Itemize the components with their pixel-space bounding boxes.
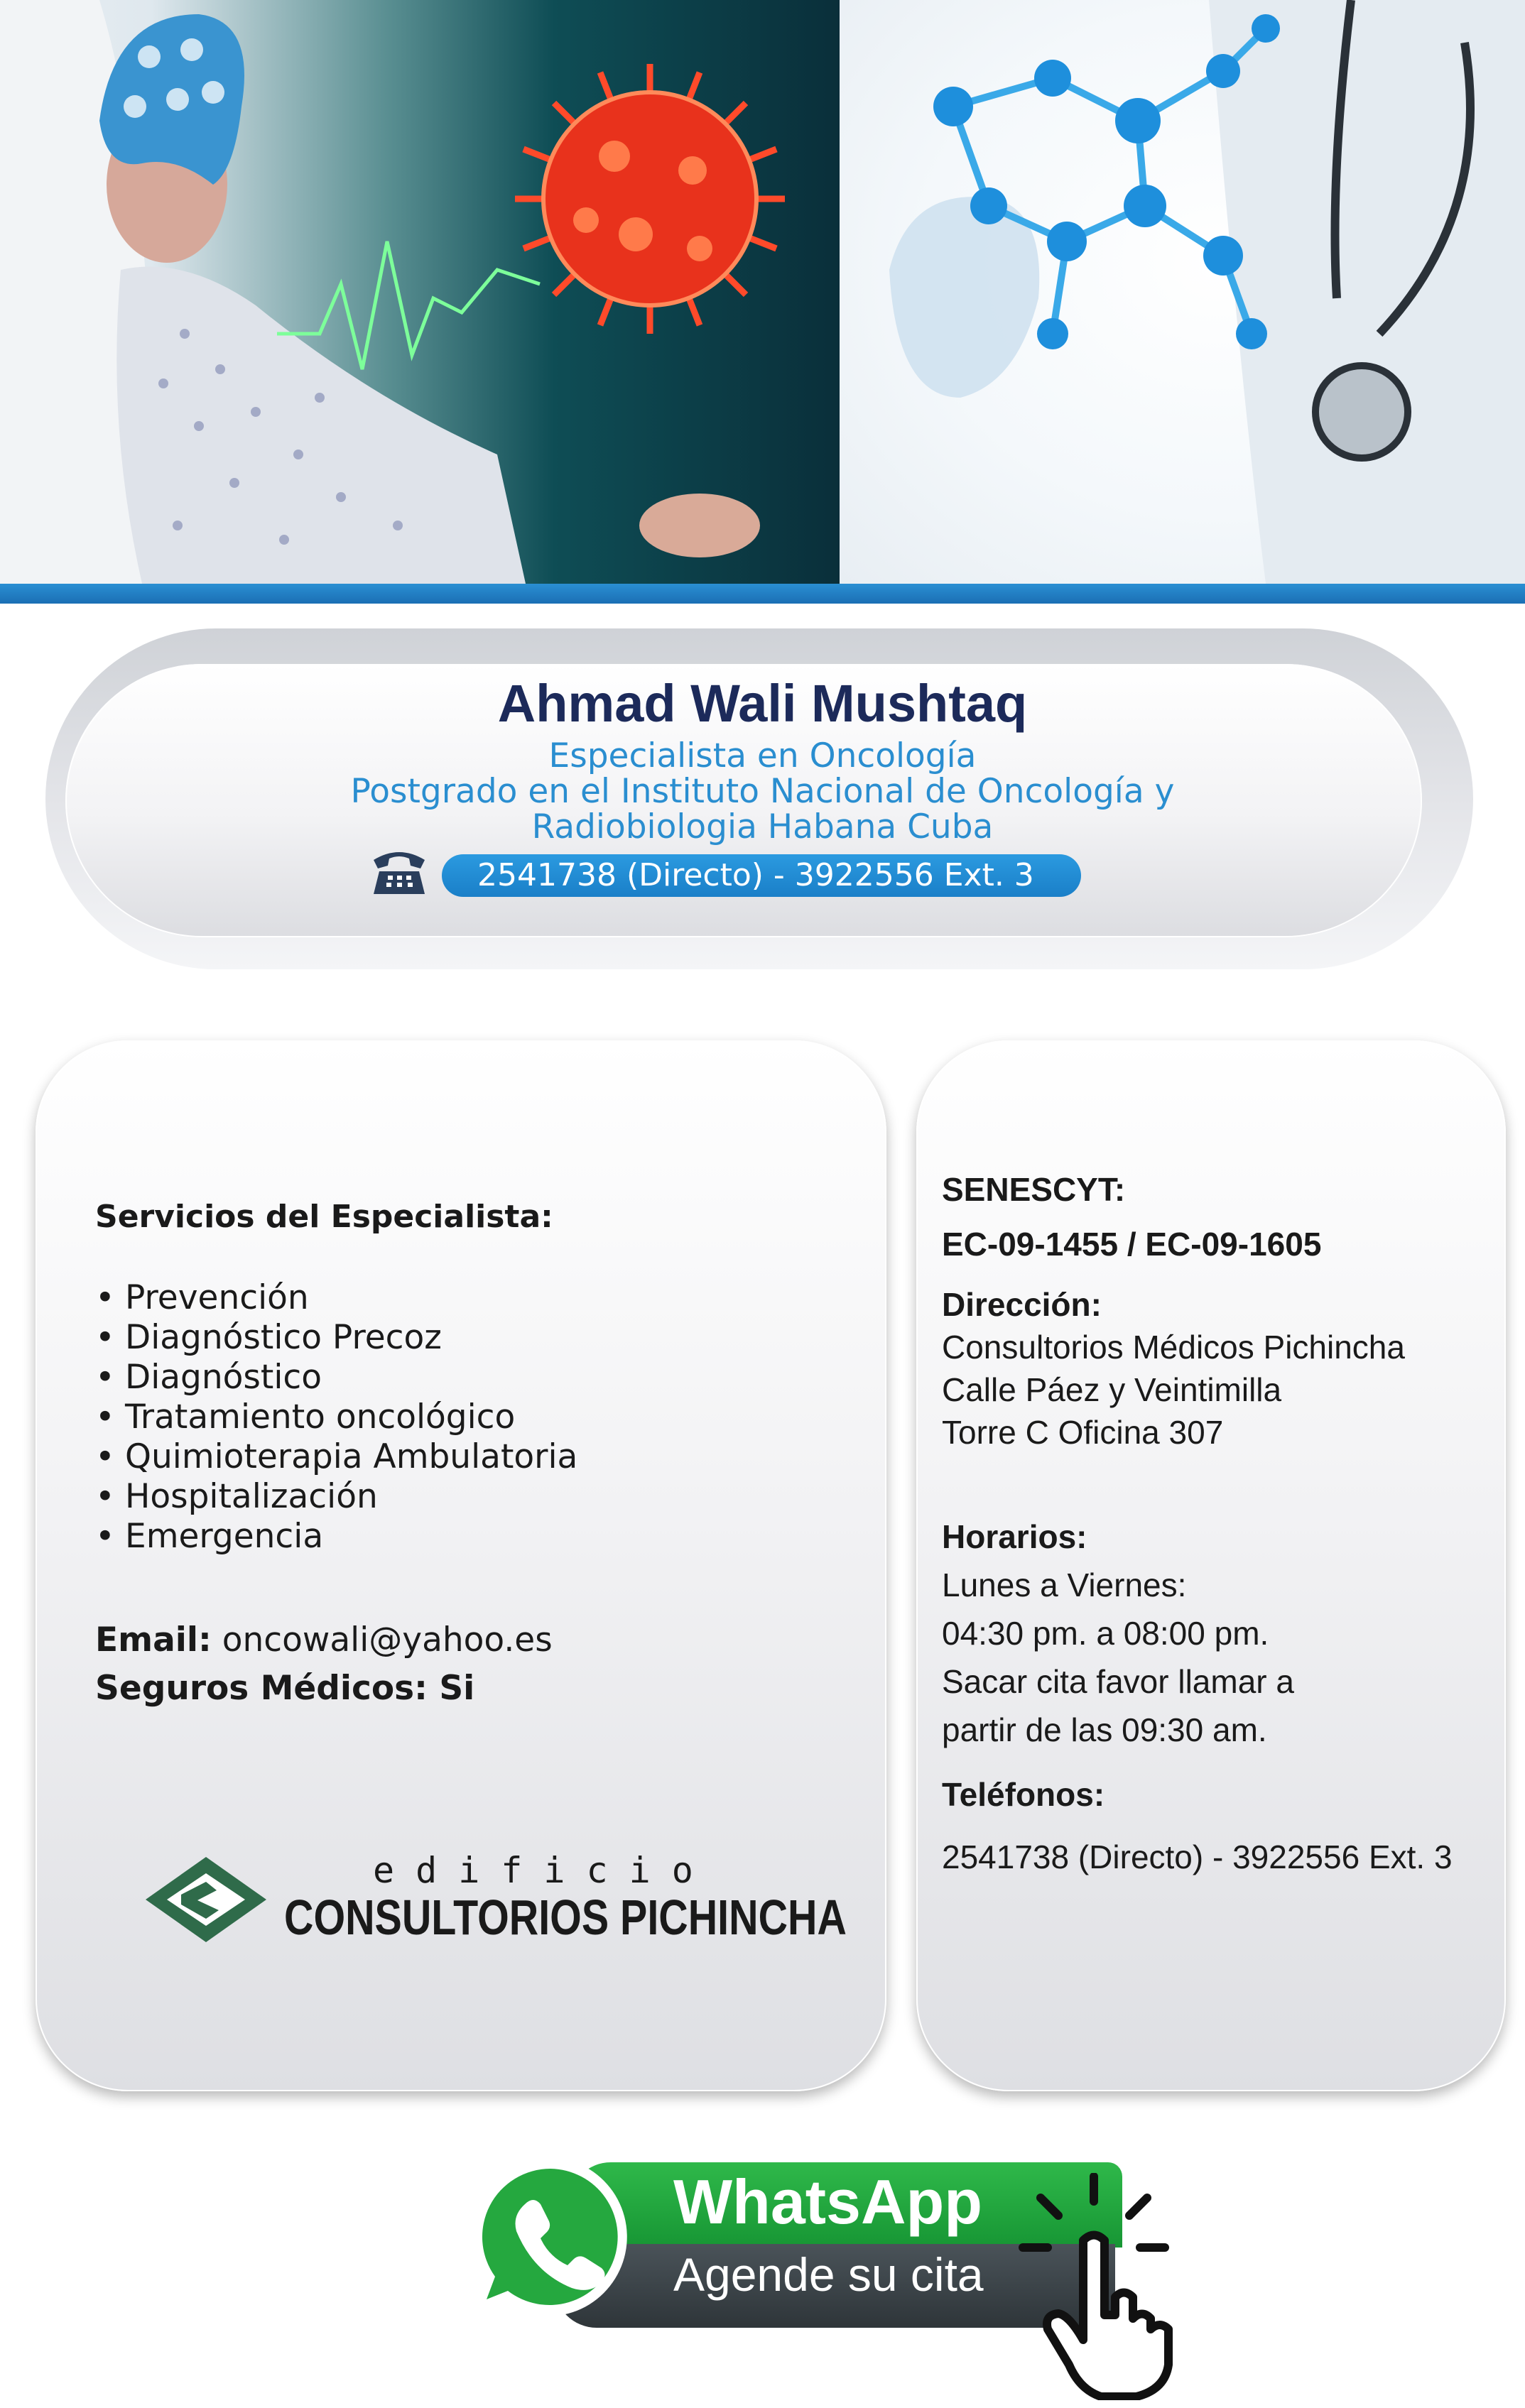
senescyt-value: EC-09-1455 / EC-09-1605 <box>942 1226 1322 1263</box>
list-item: • Quimioterapia Ambulatoria <box>95 1437 578 1476</box>
direccion-line: Calle Páez y Veintimilla <box>942 1371 1282 1408</box>
horarios-line: 04:30 pm. a 08:00 pm. <box>942 1615 1269 1652</box>
bullet: • <box>95 1358 115 1397</box>
bullet: • <box>95 1318 115 1357</box>
email-line <box>95 1620 553 1660</box>
logo-text-consultorios: CONSULTORIOS PICHINCHA <box>284 1890 847 1945</box>
list-item: • Diagnóstico Precoz <box>95 1318 442 1357</box>
bullet: • <box>95 1517 115 1556</box>
bullet: • <box>95 1437 115 1476</box>
specialty-line: Postgrado en el Instituto Nacional de Oncología y <box>350 772 1175 811</box>
hero-image-patient <box>0 0 840 584</box>
email-link[interactable]: oncowali@yahoo.es <box>222 1620 553 1660</box>
doctor-specialty <box>0 736 1525 846</box>
hero-stripe <box>0 584 1525 604</box>
list-item: • Diagnóstico <box>95 1358 322 1397</box>
list-item: • Prevención <box>95 1278 309 1317</box>
horarios-line: Sacar cita favor llamar a <box>942 1663 1294 1700</box>
whatsapp-subtitle[interactable]: Agende su cita <box>673 2248 984 2301</box>
list-item: • Hospitalización <box>95 1477 378 1516</box>
consultorios-logo-icon <box>142 1853 270 1946</box>
bullet: • <box>95 1477 115 1516</box>
seguros-medicos: Seguros Médicos: Si <box>95 1669 475 1708</box>
horarios-line: Lunes a Viernes: <box>942 1567 1187 1603</box>
specialty-line: Especialista en Oncología <box>548 736 977 775</box>
pointing-hand-icon <box>1016 2173 1215 2400</box>
whatsapp-icon[interactable] <box>465 2152 636 2322</box>
bullet: • <box>95 1398 115 1437</box>
telefonos-label: Teléfonos: <box>942 1776 1105 1813</box>
services-list <box>95 1278 577 1557</box>
whatsapp-title[interactable]: WhatsApp <box>673 2167 983 2237</box>
email-label: Email: <box>95 1620 212 1660</box>
list-item: • Emergencia <box>95 1517 324 1556</box>
bullet: • <box>95 1278 115 1317</box>
services-title: Servicios del Especialista: <box>95 1199 553 1235</box>
horarios-label: Horarios: <box>942 1518 1087 1555</box>
horarios-line: partir de las 09:30 am. <box>942 1711 1267 1748</box>
logo-text-edificio: edificio <box>373 1850 715 1891</box>
telephone-icon <box>369 847 429 895</box>
hero-banner <box>0 0 1525 604</box>
specialty-line: Radiobiologia Habana Cuba <box>531 807 994 846</box>
direccion-line: Torre C Oficina 307 <box>942 1414 1224 1451</box>
list-item: • Tratamiento oncológico <box>95 1398 516 1437</box>
direccion-label: Dirección: <box>942 1286 1102 1323</box>
senescyt-label: SENESCYT: <box>942 1171 1126 1208</box>
hero-image-doctor <box>840 0 1525 584</box>
doctor-name: Ahmad Wali Mushtaq <box>497 674 1028 733</box>
phone-badge[interactable]: 2541738 (Directo) - 3922556 Ext. 3 <box>442 854 1081 897</box>
direccion-line: Consultorios Médicos Pichincha <box>942 1329 1405 1366</box>
telefonos-value[interactable]: 2541738 (Directo) - 3922556 Ext. 3 <box>942 1838 1453 1875</box>
